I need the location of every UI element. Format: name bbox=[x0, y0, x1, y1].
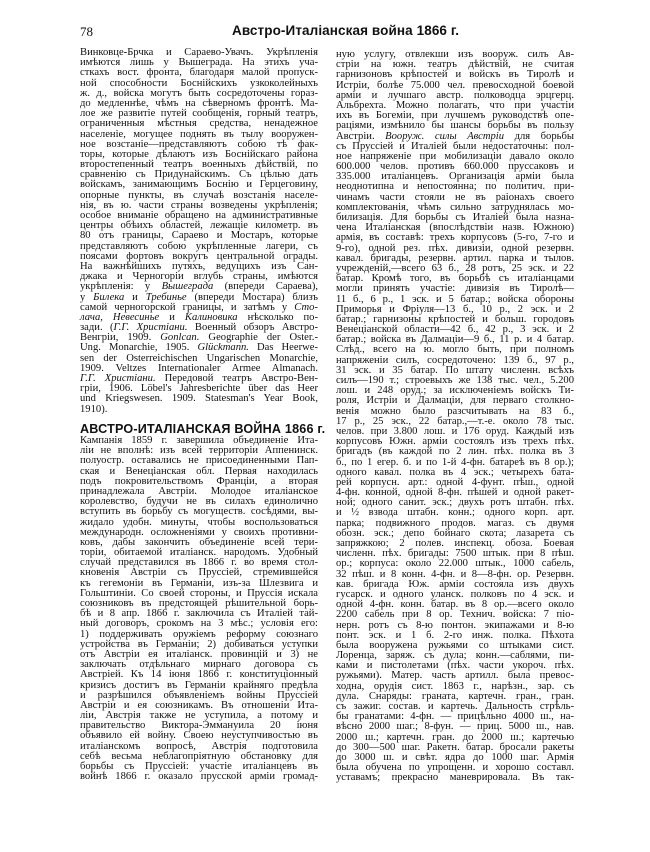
text-segment: гусарск. и одного уланск. полковъ по 4 эск. и bbox=[336, 588, 574, 600]
text-segment: ограниченныя мѣстныя средства, ненадежное bbox=[80, 118, 318, 130]
text-segment: 600.000 челов. противъ 660.000 пруссаковъ и bbox=[336, 161, 574, 173]
text-segment: (впереди Сараева), bbox=[213, 281, 318, 293]
text-segment: и разрѣшился объявленіемъ войны Пруссіей bbox=[80, 689, 318, 701]
italic-text: Gonlcan. bbox=[160, 332, 200, 344]
text-segment: гріи, 1906. Löbel's Jahresberichte über das Heer bbox=[80, 383, 318, 395]
text-segment: союзниковъ въ предстоящей рѣшительной борь- bbox=[80, 598, 318, 609]
text-segment: ж. д., войска могутъ быть сосредоточены гораз- bbox=[80, 87, 318, 99]
text-segment: ихъ въ Богеміи, при лучшемъ руководствѣ опе- bbox=[336, 110, 574, 122]
text-segment: Слѣд., всего на ю. могло быть, при полномъ bbox=[336, 344, 574, 356]
text-segment: 80 отъ границы, Сараево и Мостаръ, которые bbox=[80, 230, 318, 242]
text-segment: съ Пруссіей и Италіей были недостаточны: пол- bbox=[336, 140, 574, 152]
text-segment: раціями, измѣнило бы шансы борьбы въ пользу bbox=[336, 120, 574, 132]
text-segment: сткахъ вост. фронта, благодаря малой пропуск- bbox=[80, 67, 318, 79]
text-segment: одной 4-фн. конн. батар. въ 8 ор.—всего около bbox=[336, 599, 574, 611]
text-segment: борьбы съ Пруссіей: участіе италіанцевъ въ bbox=[80, 761, 318, 772]
text-segment: ковъ, дабы закончить объединеніе всей тери- bbox=[80, 536, 318, 548]
text-segment: Венгріи, 1909. bbox=[80, 332, 161, 344]
text-segment: италіанскомъ вопросѣ, Австрія подготовила bbox=[80, 740, 318, 752]
text-segment: 31 эск. и 35 батар. По штату численн. всѣхъ bbox=[336, 364, 574, 376]
text-segment: до 3000 ш. и свѣт. ядра до 1000 шаг. Армія bbox=[336, 751, 574, 763]
text-segment: бригадъ (въ каждой по 2 лин. пѣх. полка въ 3 bbox=[336, 446, 574, 458]
text-segment: устройства въ Германіи; 2) добиваться уступки bbox=[80, 638, 318, 650]
text-segment: ное напряженіе при мобилизаціи давало около bbox=[336, 150, 574, 162]
italic-text: Сто- bbox=[294, 301, 318, 313]
text-segment: у bbox=[80, 291, 94, 303]
text-segment: дула. Снаряды: граната, картечн. гран., гран. bbox=[336, 690, 574, 702]
text-segment: ская и Венеціанская обл. Первая находилась bbox=[80, 465, 318, 477]
text-segment: Ung. Monarchie, 1905. bbox=[80, 342, 198, 354]
text-segment: арміи и лучшаго австр. полководца эрцгерц. bbox=[336, 89, 574, 101]
text-segment: нерн. ротъ съ 8-ю понтон. экипажами и 8-ю bbox=[336, 619, 574, 631]
text-segment: билизація. Для борьбы съ Италіей была назна- bbox=[336, 212, 574, 223]
text-segment: опорные пункты, въ случаѣ возстанія населе- bbox=[80, 189, 318, 201]
text-segment: численн. пѣх. бригады: 7500 штык. при 8 пѣш. bbox=[336, 548, 574, 560]
text-segment: батар.; гарнизоны крѣпостей и больш. городовъ bbox=[336, 313, 574, 325]
text-segment: отъ Австріи ея италіанск. провинцій и 3) не bbox=[80, 648, 318, 660]
text-segment: Das Heerwe- bbox=[248, 342, 318, 354]
text-segment: Альбрехта. Можно полагать, что при участіи bbox=[336, 99, 574, 111]
text-segment: къ гегемоніи въ Германіи, изъ-за Шлезвига и bbox=[80, 577, 318, 589]
text-segment: особое вниманіе обращено на административные bbox=[80, 210, 318, 221]
text-segment: имѣются лишь у Вышеграда. На этихъ уча- bbox=[80, 57, 318, 69]
text-segment: сравненію съ Придунайскимъ. Съ цѣлью дать bbox=[80, 169, 318, 181]
text-segment: ками и пистолетами (пѣх. части укороч. пѣх. bbox=[336, 660, 574, 672]
text-segment: одного кавал. полка въ 4 эск.; четырехъ бата- bbox=[336, 466, 574, 478]
text-segment: понт. эск. и 1 б. 2-го инж. полка. Пѣхота bbox=[336, 629, 574, 641]
left-column-text bbox=[80, 48, 318, 415]
text-segment: венія можно было разсчитывать на 83 б., bbox=[336, 405, 574, 417]
text-segment: 32 пѣш. и 8 конн. 4-фн. и 8—8-фн. ор. Резервн. bbox=[336, 568, 574, 580]
text-line bbox=[336, 773, 574, 783]
text-segment: нѣсколько по- bbox=[237, 311, 319, 323]
text-segment: войскамъ, занимающимъ Боснію и Герцеговину, bbox=[80, 179, 318, 191]
text-segment: гарнизоновъ крѣпостей и войскъ въ Тиролѣ и bbox=[336, 69, 574, 81]
text-segment: международн. осложненіями у своихъ противни- bbox=[80, 526, 318, 538]
text-segment: съ зажиг. состав. и картечь. Дальность стрѣль- bbox=[336, 701, 574, 712]
text-segment: кавал. бригады, резервн. артил. парка и тылов. bbox=[336, 252, 574, 264]
text-segment: второстепенный театръ военныхъ дѣйствій, по bbox=[80, 159, 318, 171]
text-segment: ной способности Боснійскихъ узкоколейныхъ bbox=[80, 77, 318, 89]
text-segment: самой черногорской границы, и затѣмъ у bbox=[80, 301, 295, 313]
text-segment: бѣ и 8 апр. 1866 г. заключила съ Италіей тай- bbox=[80, 608, 318, 620]
text-segment: 4-фн. конной, одной 8-фн. пѣшей и одной ракет- bbox=[336, 487, 574, 499]
text-segment: кав. бригада Юж. арміи состояла изъ двухъ bbox=[336, 578, 574, 590]
text-segment: джака и Черногоріи вглубь страны, имѣются bbox=[80, 271, 318, 283]
text-segment: ную услугу, отвлекши изъ вооруж. силъ Ав- bbox=[336, 49, 574, 60]
text-segment: корпусовъ Южн. арміи состоялъ изъ трехъ пѣх. bbox=[336, 436, 574, 448]
text-segment: sen der Osterreichischen Ungarischen Monarchie, bbox=[80, 352, 318, 364]
text-segment: Гольштиніи. Со своей стороны, и Пруссія искала bbox=[80, 587, 318, 599]
text-line bbox=[80, 772, 318, 782]
text-segment: напряженіи силъ, сосредоточено: 139 б., 97 р., bbox=[336, 354, 574, 366]
text-segment: Венеціанской области—42 б., 42 р., 3 эск. и 2 bbox=[336, 324, 574, 336]
text-segment: ной; одного санит. эск.; двухъ ротъ штабн. пѣх. bbox=[336, 497, 574, 509]
text-segment: и ½ взвода штабн. конн.; одного корп. арт. bbox=[336, 507, 574, 519]
text-segment: батар.; войска въ Далмаціи—9 б., 11 р. и 4 батар. bbox=[336, 334, 574, 346]
italic-text: Г.Г. Христіани. bbox=[113, 322, 188, 334]
italic-text: Вооруж. силы Австріи bbox=[385, 130, 505, 142]
text-segment: была вооружена ружьями со штыками сист. bbox=[336, 639, 574, 651]
text-segment: Австріи. bbox=[336, 130, 386, 142]
text-segment: комплектованія, чѣмъ сильно затруднялась мо- bbox=[336, 201, 574, 213]
text-segment: Военный обзоръ Австро- bbox=[187, 322, 318, 334]
text-segment: подъ покровительствомъ Франціи, а вторая bbox=[80, 475, 318, 487]
text-segment: ный договоръ, срокомъ на 3 мѣс.; условія его: bbox=[80, 618, 318, 630]
text-segment: ор.; корпуса: около 22.000 штык., 1000 сабель, bbox=[336, 558, 574, 570]
text-segment: Передовой театръ Австро-Вен- bbox=[155, 373, 318, 384]
text-segment: армія, въ составѣ: трехъ корпусовъ (5-го, 7-го и bbox=[336, 232, 574, 244]
italic-text: лача bbox=[80, 311, 101, 323]
text-segment: жидало удобн. минуты, чтобы воспользоваться bbox=[80, 516, 318, 528]
text-segment: 1) поддерживать оружіемъ реформу союзнаго bbox=[80, 628, 318, 640]
text-segment: 2000 ш.; картечн. гран. до 2000 ш.; картечью bbox=[336, 731, 574, 743]
italic-text: Невесинье bbox=[112, 311, 160, 323]
text-segment: 1910). bbox=[80, 403, 108, 415]
text-segment: торы, которые дѣлаютъ изъ Боснійскаго района bbox=[80, 148, 318, 160]
text-segment: войнѣ 1866 г. оказало прусской арміи громад- bbox=[80, 771, 318, 783]
text-segment: кновенія Австріи съ Пруссіей, стремившейся bbox=[80, 567, 318, 579]
text-segment: рей корпусн. арт.: одной 4-фунт. пѣш., одной bbox=[336, 476, 574, 488]
text-segment: силъ—190 т.; строевыхъ же 138 тыс. чел., 5.200 bbox=[336, 375, 574, 386]
text-segment: могли принять участіе: дивизія въ Тиролѣ— bbox=[336, 283, 574, 295]
text-segment: неоднотипна и непостоянна; по политич. при- bbox=[336, 181, 574, 193]
text-segment: Австріи и ея союзникамъ. Въ отношеніи Ита- bbox=[80, 699, 318, 711]
text-segment: для борьбы bbox=[504, 130, 574, 142]
text-segment: роля, Истріи и Далмаціи, для перваго столкно- bbox=[336, 395, 574, 407]
article-heading: АВСТРО-ИТАЛІАНСКАЯ ВОЙНА 1866 г. bbox=[80, 422, 326, 436]
text-segment: населеніе, могущее поднять въ тылу вооружен- bbox=[80, 128, 318, 140]
text-segment: заключать отдѣльнаго мирнаго договора съ bbox=[80, 659, 318, 671]
text-segment: Лоренца, заряж. съ дула; конн.—саблями, пи- bbox=[336, 650, 574, 662]
text-segment: Кампанія 1859 г. завершила объединеніе Ита- bbox=[80, 435, 318, 446]
text-segment: 9-го), одной рез. пѣх. дивизіи, одной резервн. bbox=[336, 242, 574, 254]
text-segment: бы гранатами: 4-фн. — прицѣльно 4000 ш., на- bbox=[336, 711, 574, 723]
text-segment: ное возстаніе—представляютъ собою тѣ фак- bbox=[80, 138, 318, 150]
page-number: 78 bbox=[80, 24, 93, 39]
text-segment: б., по 1 егер. б. и по 1-й 4-фн. батареѣ въ 8 ор.); bbox=[336, 456, 574, 468]
text-segment: случай представился въ 1866 г. во время стол- bbox=[80, 557, 318, 569]
text-segment: 1909. Veltzes Internationaler Armee Almanach. bbox=[80, 362, 318, 374]
text-segment: запряжкою; 2 полев. инспекц. обоза. Боевая bbox=[336, 538, 574, 549]
text-segment: Geographie der Oster.- bbox=[199, 332, 318, 344]
text-segment: 17 р., 25 эск., 22 батар.,—т.-е. около 78 тыс. bbox=[336, 415, 574, 427]
text-segment: ружьями). Матер. часть артилл. была превос- bbox=[336, 670, 574, 682]
text-segment: батар. Кромѣ того, въ борьбѣ съ италіанцами bbox=[336, 273, 574, 285]
text-segment: Приморья и Фріуля—13 б., 10 р., 2 эск. и 2 bbox=[336, 303, 574, 315]
text-segment: обозн. эск.; депо бойнаго скота; лазарета съ bbox=[336, 527, 574, 539]
text-segment: нія, въ ю. части страны возведены укрѣпленія; bbox=[80, 199, 318, 211]
text-segment: и bbox=[124, 291, 146, 303]
text-segment: правительство Виктора-Эммануила 20 іюня bbox=[80, 720, 318, 732]
text-segment: королевство, будучи не въ силахъ единолично bbox=[80, 496, 318, 508]
text-segment: На важнѣйшихъ путяхъ, ведущихъ изъ Сан- bbox=[80, 260, 318, 272]
text-segment: und Kriegswesen. 1909. Statesman's Year Book, bbox=[80, 393, 318, 405]
text-segment: 335.000 италіанцевъ. Организація арміи была bbox=[336, 171, 574, 183]
text-line bbox=[80, 405, 318, 415]
text-segment: лое же развитіе путей сообщенія, горный театръ, bbox=[80, 108, 318, 120]
text-segment: центры обѣихъ областей, лежащіе километр. въ bbox=[80, 220, 318, 232]
text-segment: лош. и 248 оруд.; за исключеніемъ войскъ Ти- bbox=[336, 385, 574, 397]
left-column-article-text bbox=[80, 436, 318, 782]
text-segment: кризисъ достигъ въ Германіи крайняго предѣла bbox=[80, 679, 318, 691]
text-segment: 2200 сабель при 8 ор. Технич. войска: 7 піо- bbox=[336, 609, 574, 621]
text-segment: челов. при 3.800 лош. и 176 оруд. Каждый изъ bbox=[336, 425, 574, 437]
text-segment: была обучена по упрощенн. и хорошо составл. bbox=[336, 762, 574, 774]
text-segment: до 300—500 шаг. Ракетн. батар. бросали ракеты bbox=[336, 741, 574, 753]
text-segment: чена Италіанская (впослѣдствіи назв. Южною) bbox=[336, 222, 574, 234]
text-segment: парка; подвижного продов. магаз. съ двумя bbox=[336, 517, 574, 529]
text-segment: Винковце-Брчка и Сараево-Увачъ. Укрѣпленія bbox=[80, 47, 318, 58]
text-segment: себѣ весьма неблагопріятную обстановку для bbox=[80, 750, 318, 762]
text-segment: ходна, орудія сист. 1863 г., нарѣзн., зар. съ bbox=[336, 680, 574, 692]
italic-text: Калиновика bbox=[184, 311, 238, 323]
text-segment: укрѣпленія: у bbox=[80, 281, 162, 293]
text-segment: полуостр. оставались не присоединенными Пап- bbox=[80, 455, 318, 467]
text-segment: вступить въ борьбу съ могуществ. сосѣдями, вы- bbox=[80, 506, 318, 518]
text-segment: ліи, Австрія также не уступила, а потому и bbox=[80, 710, 318, 722]
text-segment: чинамъ части стояли не въ раіонахъ своего bbox=[336, 191, 574, 203]
text-segment: учрежденій,—всего 63 б., 28 ротъ, 25 эск. и 22 bbox=[336, 262, 574, 274]
text-segment: и bbox=[159, 311, 185, 323]
italic-text: Вышеграда bbox=[161, 281, 214, 293]
text-segment: стріи на южн. театръ дѣйствій, не считая bbox=[336, 59, 574, 71]
text-segment: (впереди Мостара) близъ bbox=[186, 291, 318, 303]
text-segment: поясами фортовъ вокругъ центральной ограды. bbox=[80, 250, 318, 262]
italic-text: Билека bbox=[93, 291, 125, 303]
italic-text: Г.Г. Христіани. bbox=[80, 373, 156, 384]
text-segment: вѣсно 2000 шаг.; 8-фун. — приц. 5000 ш., нав. bbox=[336, 721, 574, 733]
italic-text: Требинье bbox=[145, 291, 187, 303]
text-segment: принадлежала Австріи. Молодое италіанское bbox=[80, 485, 318, 497]
text-segment: до медленнѣе, чѣмъ на сѣверномъ фронтѣ. Ма- bbox=[80, 97, 318, 109]
text-line bbox=[80, 394, 318, 404]
text-segment: , bbox=[100, 311, 113, 323]
text-segment: 11 б., 6 р., 1 эск. и 5 батар.; войска обороны bbox=[336, 293, 574, 305]
right-column-text bbox=[336, 50, 574, 784]
text-segment: Истріи, болѣе 75.000 чел. превосходной боевой bbox=[336, 79, 574, 91]
running-title: Австро-Италіанская война 1866 г. bbox=[232, 23, 460, 38]
text-segment: торіи, обитаемой италіанск. народомъ. Удобный bbox=[80, 547, 318, 559]
text-segment: объявило ей войну. Своею неуступчивостью въ bbox=[80, 730, 318, 742]
text-segment: зади. ( bbox=[80, 322, 114, 334]
text-segment: Австріей. Къ 14 іюня 1866 г. конституціонный bbox=[80, 669, 318, 681]
text-segment: ліи не вполнѣ: изъ всей территоріи Аппенинск. bbox=[80, 445, 318, 457]
text-segment: представляютъ собою укрѣпленные лагери, съ bbox=[80, 240, 318, 252]
italic-text: Glückmann. bbox=[197, 342, 249, 354]
text-segment: уставамъ; прекрасно маневрировала. Въ так- bbox=[336, 772, 574, 784]
